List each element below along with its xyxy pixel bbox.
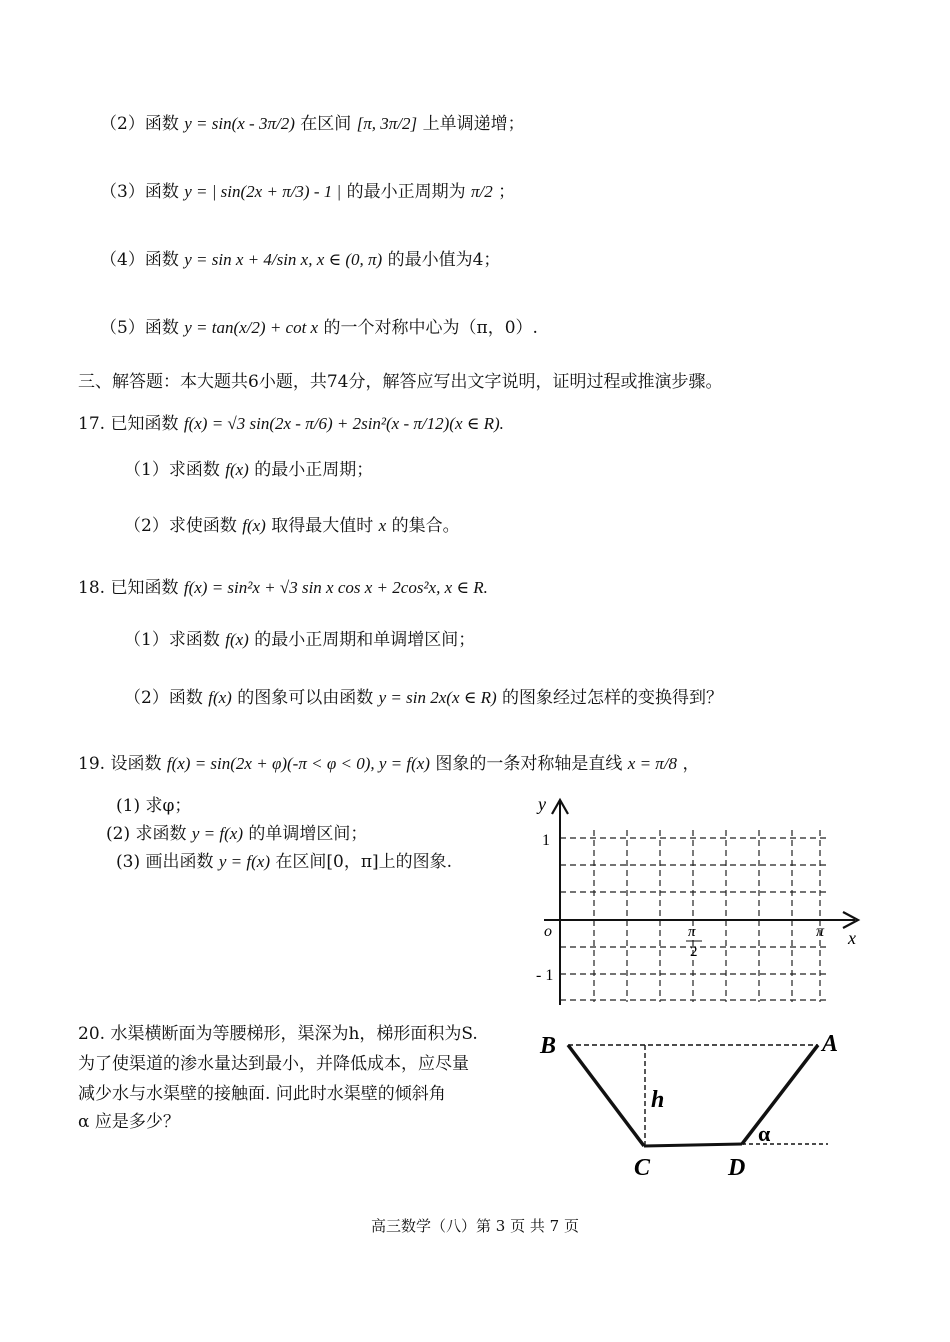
q18-part1-function: f(x) (225, 630, 249, 649)
origin-label: o (544, 923, 552, 940)
trapezoid-diagram (530, 1025, 850, 1185)
item-4-suffix: 的最小值为4； (387, 250, 501, 270)
q18-part1-text: （1）求函数 (124, 630, 220, 650)
q18-formula: f(x) = sin²x + √3 sin x cos x + 2cos²x, x ∈ R. (183, 578, 488, 597)
q17-part2-mid: 取得最大值时 (271, 516, 374, 536)
label-alpha: α (758, 1121, 771, 1146)
item-2-formula: y = sin(x - 3π/2) (184, 114, 295, 133)
q18-part2-base-function: y = sin 2x(x ∈ R) (378, 688, 497, 707)
grid-lines (560, 830, 830, 1002)
q19-part3-function: y = f(x) (218, 852, 270, 871)
right-wall (742, 1045, 818, 1144)
q19-formula: f(x) = sin(2x + φ)(-π < φ < 0), y = f(x) (166, 754, 430, 773)
q20-line-4: α 应是多少？ (78, 1112, 180, 1132)
item-4-prefix: （4）函数 (100, 250, 179, 270)
q18-part1-tail: 的最小正周期和单调增区间； (254, 630, 476, 650)
q19-mid: 图象的一条对称轴是直线 (435, 754, 623, 774)
q19-axis: x = π/8 (627, 754, 678, 773)
q19-number: 19. (78, 754, 106, 774)
y-axis-label: y (538, 794, 546, 814)
item-5-suffix: 的一个对称中心为（π，0）. (323, 318, 538, 338)
item-3-suffix: ； (498, 182, 516, 202)
q19-part2-function: y = f(x) (191, 824, 243, 843)
q20-line-1: 20. 水渠横断面为等腰梯形，渠深为h，梯形面积为S. (78, 1024, 478, 1044)
q17-part2-tail: 的集合。 (391, 516, 460, 536)
q18-part2-function: f(x) (208, 688, 232, 707)
item-4 (100, 248, 500, 272)
item-2-prefix: （2）函数 (100, 114, 179, 134)
channel-bottom (644, 1144, 742, 1146)
y-tick-1: 1 (542, 832, 550, 849)
item-2 (100, 112, 525, 136)
item-5-formula: y = tan(x/2) + cot x (184, 318, 319, 337)
q18-part1 (124, 628, 475, 652)
item-3 (100, 180, 515, 204)
item-2-interval: [π, 3π/2] (356, 114, 418, 133)
q19-end: ， (682, 754, 700, 774)
item-4-formula: y = sin x + 4/sin x, x ∈ (0, π) (184, 250, 383, 269)
item-3-value: π/2 (471, 182, 493, 201)
q18-part2 (124, 686, 723, 710)
left-wall (568, 1045, 644, 1146)
item-3-mid: 的最小正周期为 (346, 182, 466, 202)
item-5-prefix: （5）函数 (100, 318, 179, 338)
x-tick-pi: π (816, 923, 825, 940)
q18-part2-tail: 的图象经过怎样的变换得到？ (502, 688, 724, 708)
q17-stem (78, 412, 504, 436)
label-D: D (728, 1155, 746, 1181)
y-tick-minus-1: - 1 (536, 967, 554, 984)
q19-part2-tail: 的单调增区间； (248, 824, 368, 844)
section-heading: 三、解答题：本大题共6小题，共74分，解答应写出文字说明，证明过程或推演步骤。 (78, 372, 723, 392)
q18-stem (78, 576, 488, 600)
label-h: h (651, 1087, 665, 1113)
q17-part1-tail: 的最小正周期； (254, 460, 374, 480)
q19-part1: (1) 求φ； (116, 796, 192, 816)
q17-formula: f(x) = √3 sin(2x - π/6) + 2sin²(x - π/12)(x ∈ R). (183, 414, 504, 433)
item-3-prefix: （3）函数 (100, 182, 179, 202)
q17-part1 (124, 458, 373, 482)
label-C: C (634, 1155, 651, 1181)
x-tick-half-pi-numerator: π (688, 924, 696, 940)
q20-line-2: 为了使渠道的渗水量达到最小，并降低成本，应尽量 (78, 1054, 469, 1074)
label-B: B (540, 1033, 557, 1059)
q19-part3-tail: 在区间[0，π]上的图象. (275, 852, 453, 872)
page-footer: 高三数学（八）第 3 页 共 7 页 (371, 1217, 579, 1235)
label-A: A (822, 1031, 839, 1057)
q19-intro: 设函数 (110, 754, 162, 774)
item-3-formula: y = | sin(2x + π/3) - 1 | (184, 182, 342, 201)
q18-number: 18. (78, 578, 106, 598)
q19-part3-text: (3) 画出函数 (116, 852, 214, 872)
q18-intro: 已知函数 (110, 578, 179, 598)
coordinate-grid (530, 790, 870, 1015)
x-tick-half-pi-denominator: 2 (690, 944, 698, 960)
q17-part2-text: （2）求使函数 (124, 516, 237, 536)
x-axis-label: x (848, 928, 856, 948)
q19-part2 (106, 822, 367, 846)
q17-part1-function: f(x) (225, 460, 249, 479)
q18-part2-mid: 的图象可以由函数 (237, 688, 374, 708)
q19-part2-text: (2) 求函数 (106, 824, 187, 844)
item-5 (100, 316, 538, 340)
item-2-suffix: 上单调递增； (422, 114, 525, 134)
q17-part2-variable: x (378, 516, 387, 535)
q17-part2-function: f(x) (242, 516, 266, 535)
q17-part1-text: （1）求函数 (124, 460, 220, 480)
q18-part2-text: （2）函数 (124, 688, 203, 708)
q17-part2 (124, 514, 460, 538)
q19-stem (78, 752, 699, 776)
q20-line-3: 减少水与水渠壁的接触面. 问此时水渠壁的倾斜角 (78, 1084, 446, 1104)
q17-intro: 已知函数 (110, 414, 179, 434)
q17-number: 17. (78, 414, 106, 434)
item-2-mid: 在区间 (300, 114, 352, 134)
q19-part3 (116, 850, 452, 874)
